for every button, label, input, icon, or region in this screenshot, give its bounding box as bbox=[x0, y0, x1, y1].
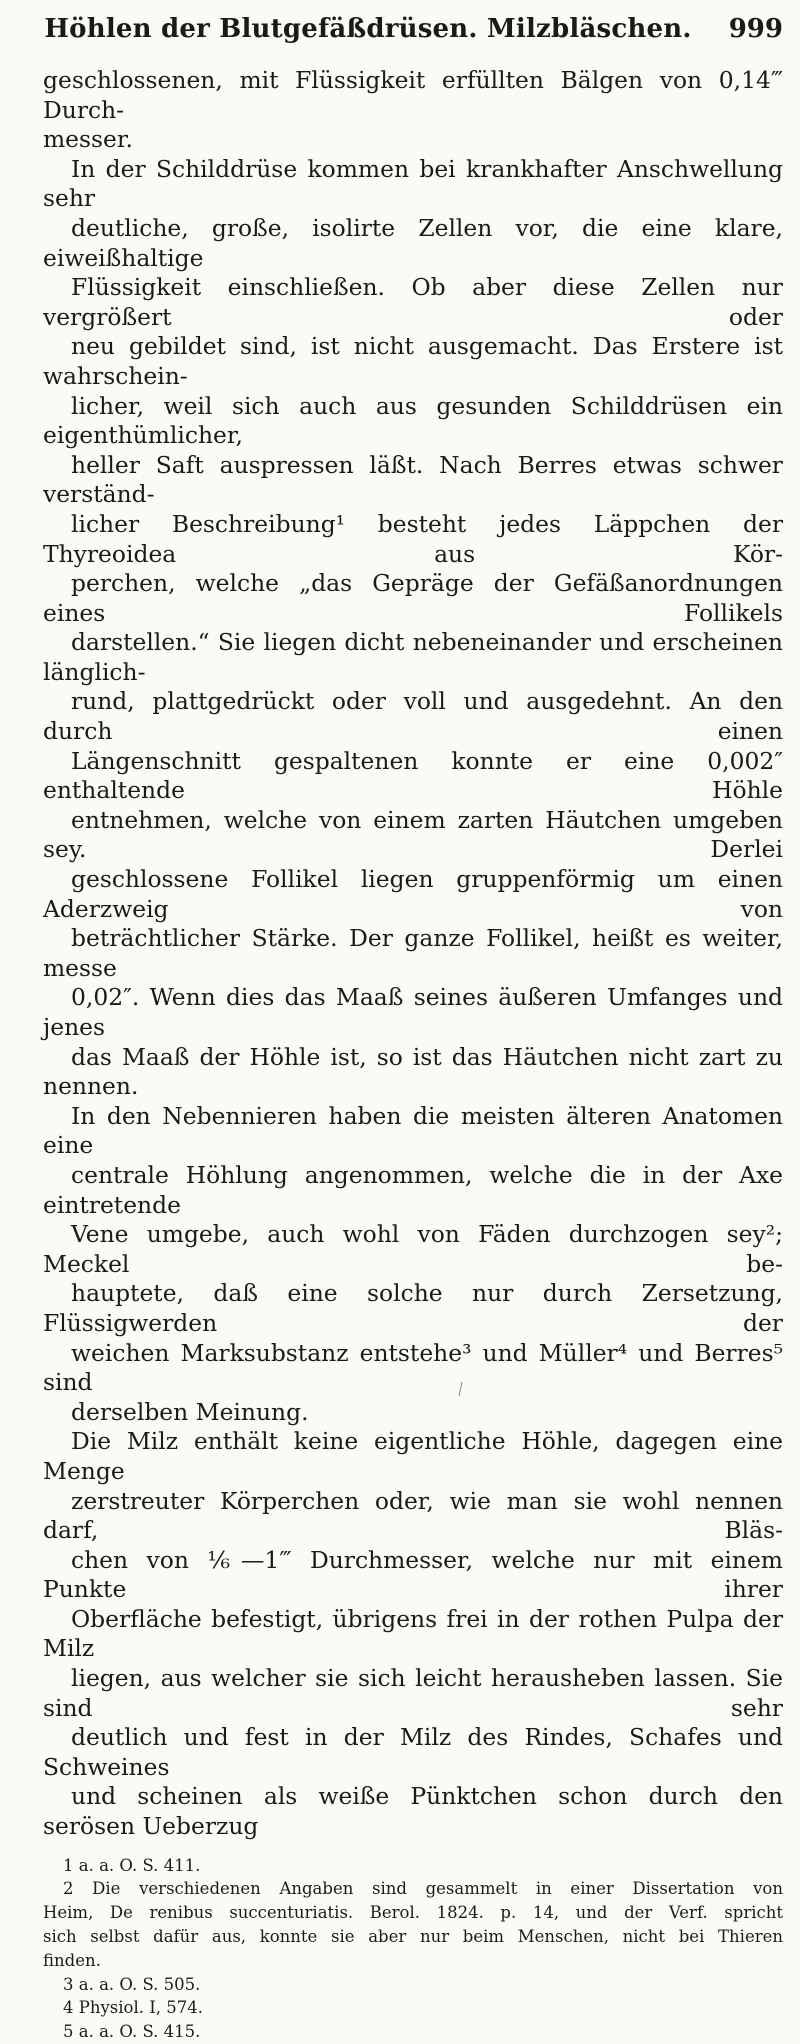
text-line: beträchtlicher Stärke. Der ganze Follikel, heißt es weiter, messe bbox=[43, 924, 783, 982]
footnote-line: finden. bbox=[43, 1950, 101, 1970]
footnote bbox=[43, 1854, 783, 1878]
page bbox=[43, 10, 783, 2044]
running-title: Höhlen der Blutgefäßdrüsen. Milzbläschen. bbox=[44, 14, 692, 44]
text-line: geschlossenen, mit Flüssigkeit erfüllten Bälgen von 0,14‴ Durch- bbox=[43, 66, 783, 124]
text-line: heller Saft auspressen läßt. Nach Berres etwas schwer verständ- bbox=[43, 450, 783, 509]
text-line: In der Schilddrüse kommen bei krankhafter Anschwellung sehr bbox=[43, 154, 783, 213]
text-line: das Maaß der Höhle ist, so ist das Häutchen nicht zart zu nennen. bbox=[43, 1042, 783, 1101]
text-line: Die Milz enthält keine eigentliche Höhle, dagegen eine Menge bbox=[43, 1427, 783, 1485]
footnote-line: 4 Physiol. I, 574. bbox=[63, 1998, 203, 2018]
text-line: geschlossene Follikel liegen gruppenförmig um einen Aderzweig von bbox=[43, 865, 783, 923]
paragraph bbox=[43, 1427, 783, 1841]
paragraph bbox=[43, 1102, 783, 1428]
text-line: weichen Marksubstanz entstehe³ und Müller⁴ und Berres⁵ sind bbox=[43, 1338, 783, 1397]
text-line: messer. bbox=[43, 125, 133, 154]
text-line: derselben Meinung. bbox=[71, 1397, 309, 1426]
footnote-line: sich selbst dafür aus, konnte sie aber nur beim Menschen, nicht bei Thieren bbox=[43, 1927, 783, 1947]
footnote bbox=[43, 1973, 783, 1997]
footnote bbox=[43, 2020, 783, 2044]
text-line: perchen, welche „das Gepräge der Gefäßanordnungen eines Follikels bbox=[43, 569, 783, 627]
text-line: zerstreuter Körperchen oder, wie man sie wohl nennen darf, Bläs- bbox=[43, 1486, 783, 1545]
text-line: darstellen.“ Sie liegen dicht nebeneinander und erscheinen länglich- bbox=[43, 628, 783, 686]
running-header bbox=[43, 10, 783, 66]
page-number: 999 bbox=[728, 14, 783, 44]
text-line: neu gebildet sind, ist nicht ausgemacht. Das Erstere ist wahrschein- bbox=[43, 332, 783, 390]
text-line: entnehmen, welche von einem zarten Häutchen umgeben sey. Derlei bbox=[43, 805, 783, 864]
text-line: und scheinen als weiße Pünktchen schon durch den serösen Ueberzug bbox=[43, 1782, 783, 1841]
paragraph bbox=[43, 155, 783, 1102]
footnote-line: 2 Die verschiedenen Angaben sind gesammelt in einer Dissertation von bbox=[63, 1879, 783, 1899]
text-line: Oberfläche befestigt, übrigens frei in der rothen Pulpa der Milz bbox=[43, 1604, 783, 1663]
footnote-line: 5 a. a. O. S. 415. bbox=[63, 2022, 201, 2042]
footnote-line: 1 a. a. O. S. 411. bbox=[63, 1855, 201, 1875]
text-line: hauptete, daß eine solche nur durch Zersetzung, Flüssigwerden der bbox=[43, 1279, 783, 1337]
footnote-line: Heim, De renibus succenturiatis. Berol. 1824. p. 14, und der Verf. spricht bbox=[43, 1903, 783, 1923]
footnote-line: 3 a. a. O. S. 505. bbox=[63, 1974, 201, 1994]
text-line: licher Beschreibung¹ besteht jedes Läppchen der Thyreoidea aus Kör- bbox=[43, 509, 783, 568]
text-line: Flüssigkeit einschließen. Ob aber diese Zellen nur vergrößert oder bbox=[43, 273, 783, 331]
body-text bbox=[43, 66, 783, 1842]
text-line: centrale Höhlung angenommen, welche die in der Axe eintretende bbox=[43, 1160, 783, 1219]
text-line: In den Nebennieren haben die meisten älteren Anatomen eine bbox=[43, 1101, 783, 1160]
text-line: 0,02″. Wenn dies das Maaß seines äußeren Umfanges und jenes bbox=[43, 983, 783, 1041]
text-line: deutlich und fest in der Milz des Rindes, Schafes und Schweines bbox=[43, 1723, 783, 1781]
paragraph bbox=[43, 66, 783, 155]
footnote bbox=[43, 1996, 783, 2020]
text-line: deutliche, große, isolirte Zellen vor, die eine klare, eiweißhaltige bbox=[43, 213, 783, 272]
text-line: liegen, aus welcher sie sich leicht herausheben lassen. Sie sind sehr bbox=[43, 1664, 783, 1722]
footnotes bbox=[43, 1854, 783, 2044]
text-line: licher, weil sich auch aus gesunden Schilddrüsen ein eigenthümlicher, bbox=[43, 391, 783, 450]
text-line: Vene umgebe, auch wohl von Fäden durchzogen sey²; Meckel be- bbox=[43, 1220, 783, 1278]
text-line: Längenschnitt gespaltenen konnte er eine 0,002″ enthaltende Höhle bbox=[43, 746, 783, 805]
text-line: chen von ⅙—1‴ Durchmesser, welche nur mit einem Punkte ihrer bbox=[43, 1545, 783, 1604]
text-line: rund, plattgedrückt oder voll und ausgedehnt. An den durch einen bbox=[43, 687, 783, 746]
footnote bbox=[43, 1877, 783, 1972]
